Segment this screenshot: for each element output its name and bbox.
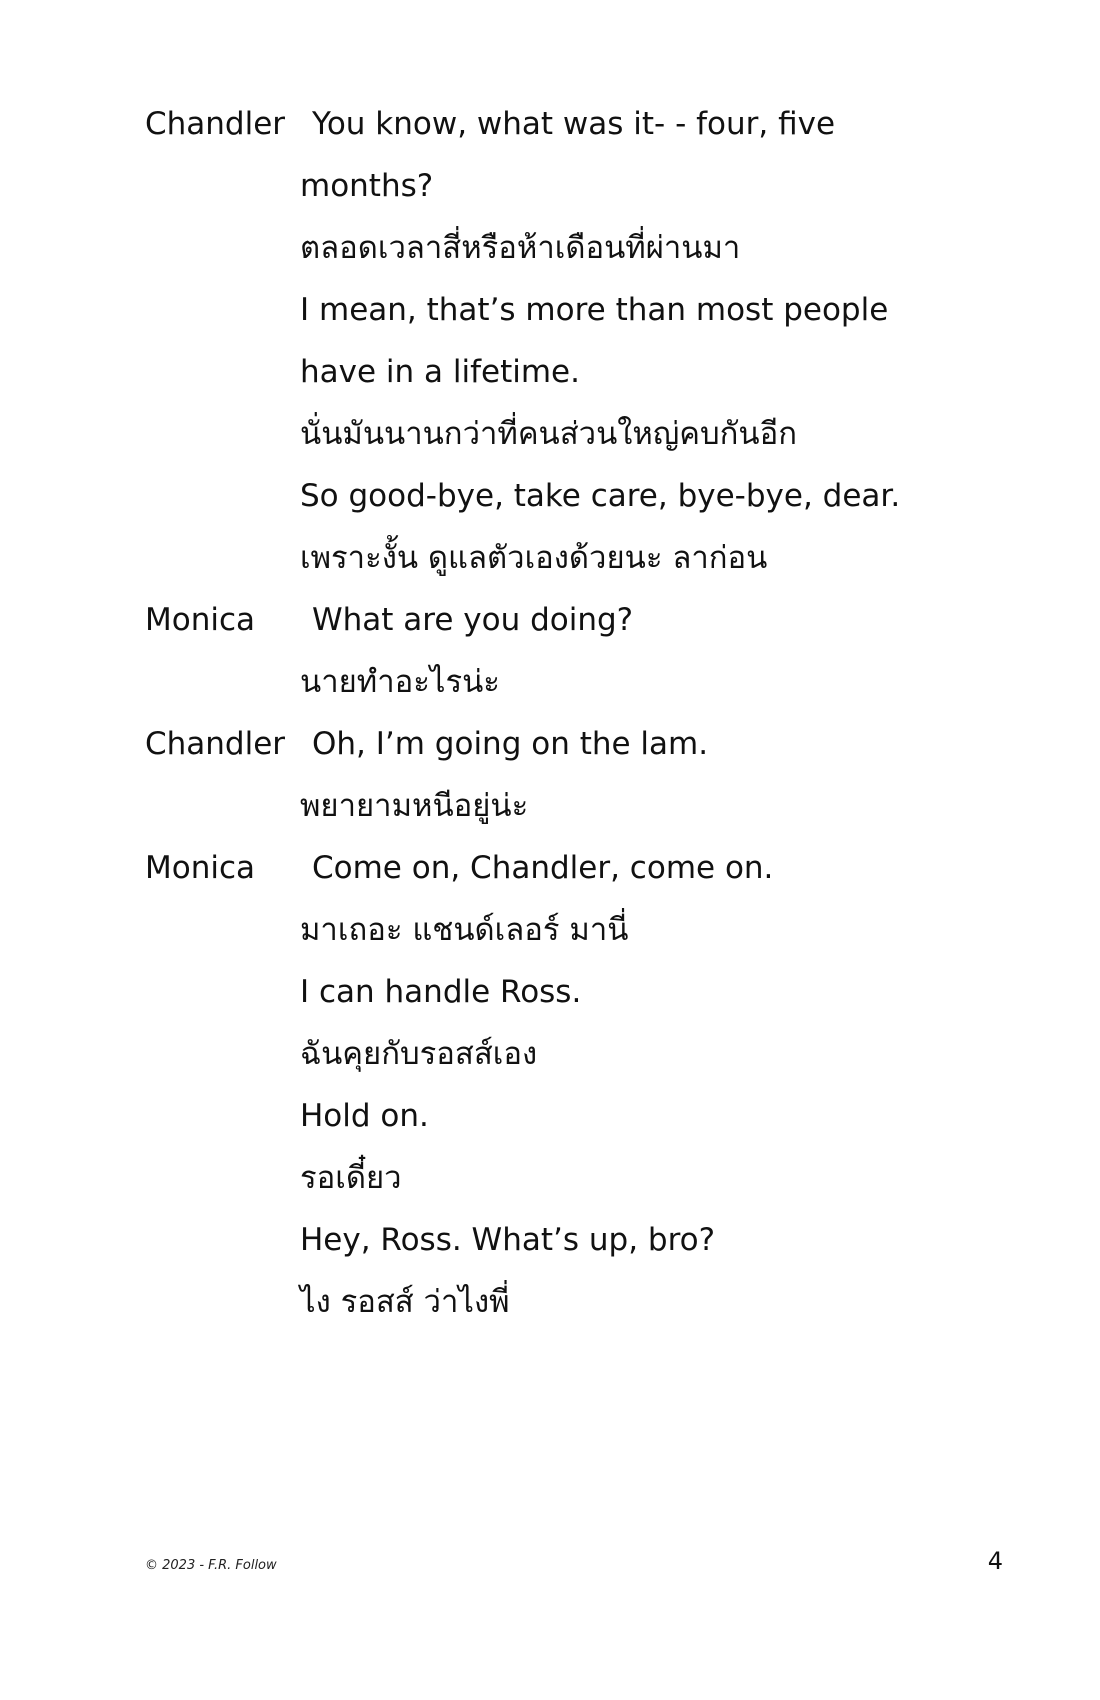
speaker-name: Chandler	[145, 726, 286, 762]
speaker-name: Chandler	[145, 106, 286, 142]
dialogue-line: นั่นมันนานกว่าที่คนส่วนใหญ่คบกันอีก	[300, 416, 798, 452]
dialogue-line: เพราะงั้น ดูแลตัวเองด้วยนะ ลาก่อน	[300, 540, 768, 576]
dialogue-line: ตลอดเวลาสี่หรือห้าเดือนที่ผ่านมา	[300, 230, 741, 266]
dialogue-line: Hold on.	[300, 1098, 429, 1134]
dialogue-line: พยายามหนีอยู่น่ะ	[300, 788, 529, 824]
dialogue-line: I can handle Ross.	[300, 974, 582, 1010]
dialogue-line: ฉันคุยกับรอสส์เอง	[300, 1036, 538, 1072]
dialogue-line: รอเดี๋ยว	[300, 1160, 402, 1196]
dialogue-line: Come on, Chandler, come on.	[312, 850, 774, 886]
dialogue-line: I mean, that’s more than most people	[300, 292, 889, 328]
copyright-notice: © 2023 - F.R. Follow	[145, 1558, 277, 1573]
dialogue-line: You know, what was it- - four, five	[312, 106, 836, 142]
dialogue-line: มาเถอะ แชนด์เลอร์ มานี่	[300, 912, 629, 948]
dialogue-line: Hey, Ross. What’s up, bro?	[300, 1222, 716, 1258]
page-number: 4	[987, 1547, 1003, 1575]
dialogue-line: have in a lifetime.	[300, 354, 580, 390]
dialogue-line: months?	[300, 168, 434, 204]
speaker-name: Monica	[145, 602, 256, 638]
dialogue-line: So good-bye, take care, bye-bye, dear.	[300, 478, 901, 514]
dialogue-line: ไง รอสส์ ว่าไงพี่	[300, 1284, 510, 1320]
speaker-name: Monica	[145, 850, 256, 886]
dialogue-line: นายทำอะไรน่ะ	[300, 664, 500, 700]
dialogue-line: What are you doing?	[312, 602, 634, 638]
dialogue-line: Oh, I’m going on the lam.	[312, 726, 709, 762]
